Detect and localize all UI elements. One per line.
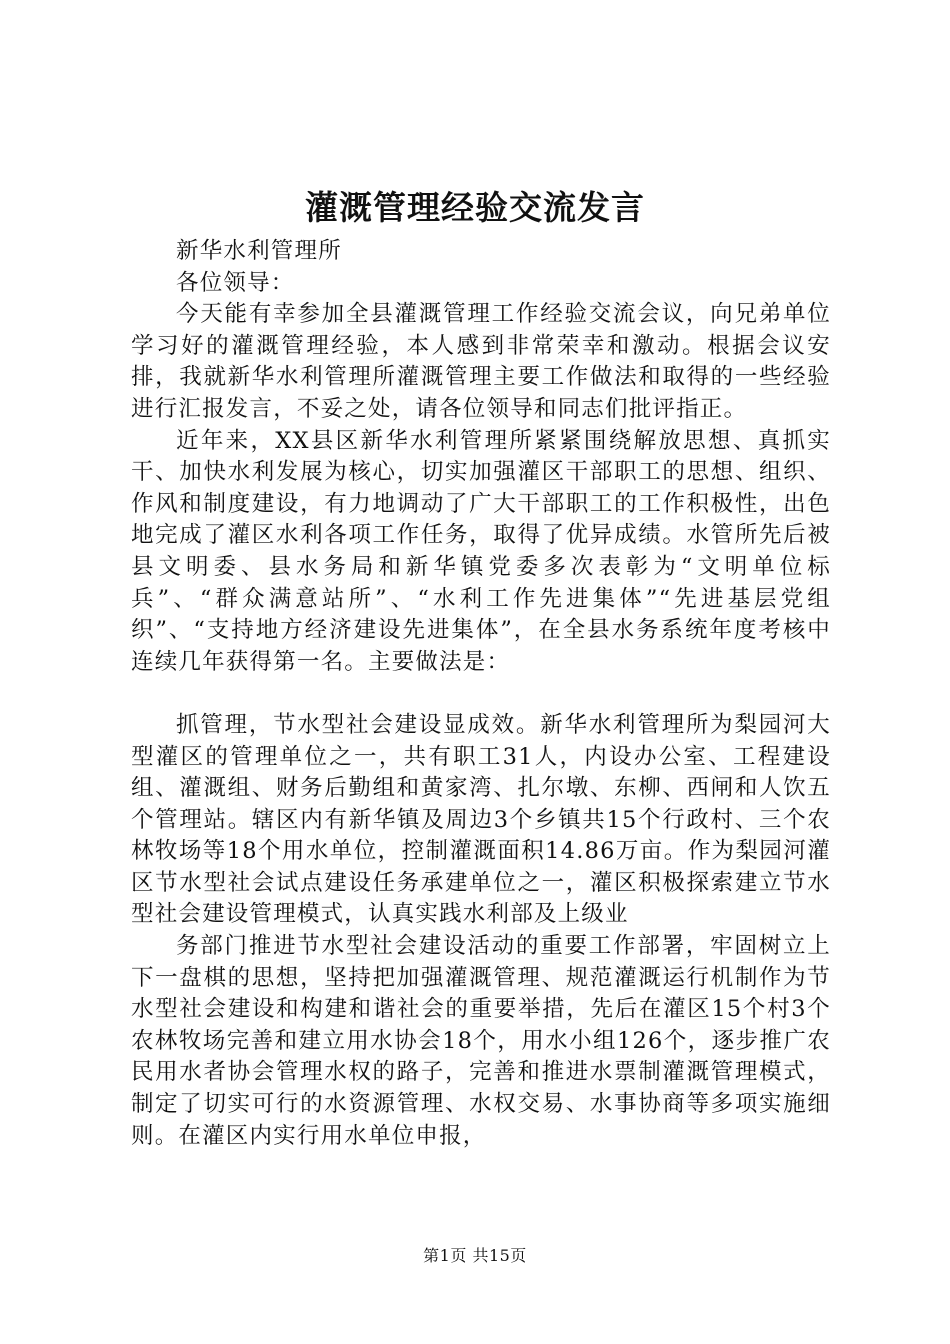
document-body: [131, 236, 831, 1152]
paragraph-3: 抓管理，节水型社会建设显成效。新华水利管理所为梨园河大型灌区的管理单位之一，共有职工31人，内设办公室、工程建设组、灌溉组、财务后勤组和黄家湾、扎尔墩、东柳、西闸和人饮五个管理站。辖区内有新华镇及周边3个乡镇共15个行政村、三个农林牧场等18个用水单位，控制灌溉面积14.86万亩。作为梨园河灌区节水型社会试点建设任务承建单位之一，灌区积极探索建立节水型社会建设管理模式，认真实践水利部及上级业: [131, 711, 831, 928]
paragraph-spacer: [131, 678, 831, 710]
document-title: 灌溉管理经验交流发言: [305, 188, 645, 227]
paragraph-2: 近年来，XX县区新华水利管理所紧紧围绕解放思想、真抓实干、加快水利发展为核心，切实加强灌区干部职工的思想、组织、作风和制度建设，有力地调动了广大干部职工的工作积极性，出色地完成了灌区水利各项工作任务，取得了优异成绩。水管所先后被县文明委、县水务局和新华镇党委多次表彰为“文明单位标兵”、“群众满意站所”、“水利工作先进集体”“先进基层党组织”、“支持地方经济建设先进集体”，在全县水务系统年度考核中连续几年获得第一名。主要做法是：: [131, 427, 831, 675]
page-footer: 第1页 共15页: [423, 1246, 527, 1265]
paragraph-4: 务部门推进节水型社会建设活动的重要工作部署，牢固树立上下一盘棋的思想，坚持把加强灌溉管理、规范灌溉运行机制作为节水型社会建设和构建和谐社会的重要举措，先后在灌区15个村3个农林牧场完善和建立用水协会18个，用水小组126个，逐步推广农民用水者协会管理水权的路子，完善和推进水票制灌溉管理模式，制定了切实可行的水资源管理、水权交易、水事协商等多项实施细则。在灌区内实行用水单位申报，: [131, 933, 831, 1149]
salutation-line: 各位领导：: [176, 269, 295, 296]
paragraph-1: 今天能有幸参加全县灌溉管理工作经验交流会议，向兄弟单位学习好的灌溉管理经验，本人感到非常荣幸和激动。根据会议安排，我就新华水利管理所灌溉管理主要工作做法和取得的一些经验进行汇报发言，不妥之处，请各位领导和同志们批评指正。: [131, 301, 831, 422]
organization-line: 新华水利管理所: [176, 238, 342, 264]
